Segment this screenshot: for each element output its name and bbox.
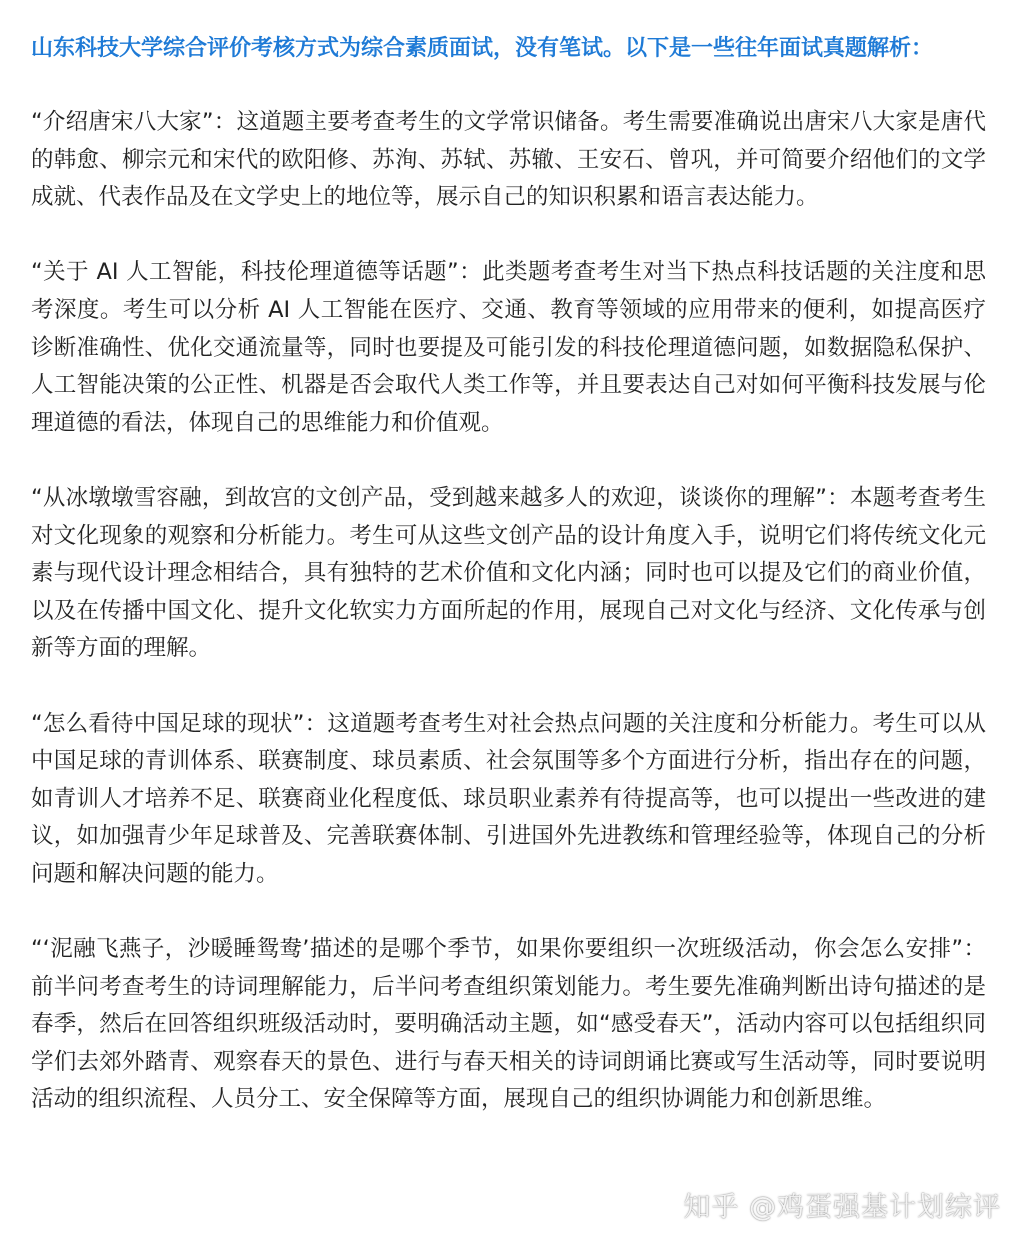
paragraph-chinese-football: “怎么看待中国足球的现状”：这道题考查考生对社会热点问题的关注度和分析能力。考生可以从中国足球的青训体系、联赛制度、球员素质、社会氛围等多个方面进行分析，指出存在的问题，如青训人才培养不足、联赛商业化程度低、球员职业素养有待提高等，也可以提出一些改进的建议，如加强青少年足球普及、完善联赛体制、引进国外先进教练和管理经验等，体现自己的分析问题和解决问题的能力。 — [31, 710, 986, 887]
paragraph-ai-ethics: “关于 AI 人工智能，科技伦理道德等话题”：此类题考查考生对当下热点科技话题的关注度和思考深度。考生可以分析 AI 人工智能在医疗、交通、教育等领域的应用带来的便利，如提高医疗诊断准确性、优化交通流量等，同时也要提及可能引发的科技伦理道德问题，如数据隐私保护、人工智能决策的公正性、机器是否会取代人类工作等，并且要表达自己对如何平衡科技发展与伦理道德的看法，体现自己的思维能力和价值观。 — [31, 259, 986, 436]
zhihu-watermark: 知乎 @鸡蛋强基计划综评 — [683, 1192, 1001, 1223]
paragraph-tang-song-masters: “介绍唐宋八大家”：这道题主要考查考生的文学常识储备。考生需要准确说出唐宋八大家是唐代的韩愈、柳宗元和宋代的欧阳修、苏洵、苏轼、苏辙、王安石、曾巩，并可简要介绍他们的文学成就、代表作品及在文学史上的地位等，展示自己的知识积累和语言表达能力。 — [31, 109, 986, 211]
article — [31, 30, 986, 1119]
paragraph-cultural-products: “从冰墩墩雪容融，到故宫的文创产品，受到越来越多人的欢迎，谈谈你的理解”：本题考查考生对文化现象的观察和分析能力。考生可从这些文创产品的设计角度入手，说明它们将传统文化元素与现代设计理念相结合，具有独特的艺术价值和文化内涵；同时也可以提及它们的商业价值，以及在传播中国文化、提升文化软实力方面所起的作用，展现自己对文化与经济、文化传承与创新等方面的理解。 — [31, 484, 986, 662]
paragraph-poem-season-activity: “‘泥融飞燕子，沙暖睡鸳鸯’描述的是哪个季节，如果你要组织一次班级活动，你会怎么安排”：前半问考查考生的诗词理解能力，后半问考查组织策划能力。考生要先准确判断出诗句描述的是春季，然后在回答组织班级活动时，要明确活动主题，如“感受春天”，活动内容可以包括组织同学们去郊外踏青、观察春天的景色、进行与春天相关的诗词朗诵比赛或写生活动等，同时要说明活动的组织流程、人员分工、安全保障等方面，展现自己的组织协调能力和创新思维。 — [31, 936, 986, 1113]
article-heading: 山东科技大学综合评价考核方式为综合素质面试，没有笔试。以下是一些往年面试真题解析： — [31, 36, 934, 61]
